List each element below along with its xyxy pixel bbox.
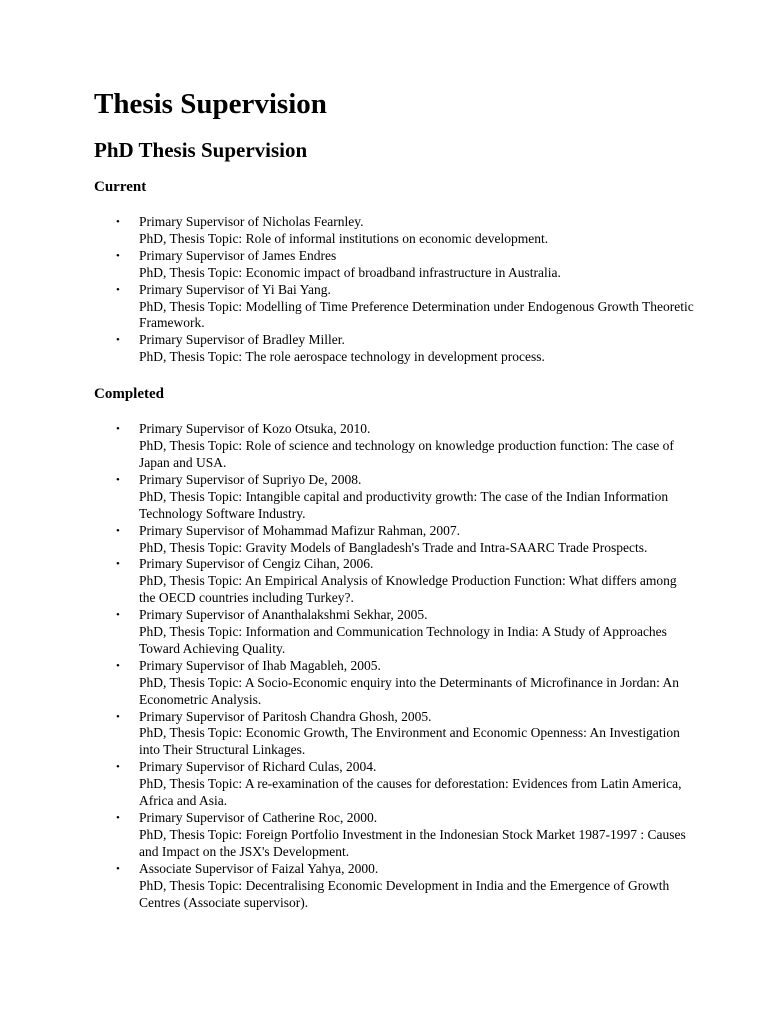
list-item	[94, 472, 694, 523]
list-item	[94, 332, 694, 366]
bullet-icon: •	[116, 334, 120, 347]
bullet-icon: •	[116, 710, 120, 723]
bullet-icon: •	[116, 473, 120, 486]
bullet-icon: •	[116, 812, 120, 824]
section-heading-completed: Completed	[94, 386, 164, 403]
supervisor-line: Primary Supervisor of James Endres	[139, 247, 337, 263]
list-item	[94, 658, 694, 709]
supervisor-line: Associate Supervisor of Faizal Yahya, 2000.	[139, 860, 379, 876]
supervisor-line: Primary Supervisor of Catherine Roc, 2000.	[139, 810, 378, 825]
supervisor-line: Primary Supervisor of Ananthalakshmi Sekhar, 2005.	[139, 607, 428, 623]
thesis-topic: PhD, Thesis Topic: The role aerospace technology in development process.	[139, 349, 545, 365]
supervisor-line: Primary Supervisor of Ihab Magableh, 2005.	[139, 657, 381, 673]
list-item	[94, 214, 694, 248]
thesis-topic: PhD, Thesis Topic: Gravity Models of Bangladesh's Trade and Intra-SAARC Trade Prospects.	[139, 539, 648, 555]
bullet-icon: •	[116, 249, 120, 262]
list-item	[94, 861, 694, 912]
completed-supervision-list	[94, 421, 694, 911]
bullet-icon: •	[116, 216, 120, 228]
list-item	[94, 282, 694, 333]
current-supervision-list	[94, 214, 694, 366]
thesis-topic: PhD, Thesis Topic: Modelling of Time Preference Determination under Endogenous Growth Theoretic Framework.	[139, 298, 694, 331]
page-title: Thesis Supervision	[94, 88, 327, 120]
thesis-topic: PhD, Thesis Topic: Economic Growth, The Environment and Economic Openness: An Investigation into Their Structural Linkages.	[139, 725, 680, 758]
list-item	[94, 810, 694, 861]
bullet-icon: •	[116, 558, 120, 571]
list-item	[94, 523, 694, 557]
thesis-topic: PhD, Thesis Topic: A Socio-Economic enquiry into the Determinants of Microfinance in Jordan: An Econometric Analysis.	[139, 674, 679, 707]
thesis-topic: PhD, Thesis Topic: Role of science and technology on knowledge production function: The case of Japan and USA.	[139, 438, 674, 470]
bullet-icon: •	[116, 524, 120, 537]
supervisor-line: Primary Supervisor of Supriyo De, 2008.	[139, 471, 362, 487]
thesis-topic: PhD, Thesis Topic: Foreign Portfolio Investment in the Indonesian Stock Market 1987-1997 : Causes and Impact on the JSX's Development.	[139, 826, 686, 859]
supervisor-line: Primary Supervisor of Richard Culas, 2004.	[139, 759, 377, 775]
supervisor-line: Primary Supervisor of Kozo Otsuka, 2010.	[139, 421, 371, 437]
supervisor-line: Primary Supervisor of Mohammad Mafizur Rahman, 2007.	[139, 522, 460, 538]
supervisor-line: Primary Supervisor of Yi Bai Yang.	[139, 281, 331, 297]
list-item	[94, 421, 694, 472]
list-item	[94, 248, 694, 282]
supervisor-line: Primary Supervisor of Cengiz Cihan, 2006.	[139, 556, 374, 572]
thesis-topic: PhD, Thesis Topic: An Empirical Analysis of Knowledge Production Function: What differs among the OECD countries including Turkey?.	[139, 573, 677, 606]
supervisor-line: Primary Supervisor of Nicholas Fearnley.	[139, 214, 364, 229]
bullet-icon: •	[116, 761, 120, 774]
document-page	[94, 82, 694, 911]
section-heading-current: Current	[94, 179, 147, 195]
bullet-icon: •	[116, 862, 120, 875]
list-item	[94, 556, 694, 607]
list-item	[94, 759, 694, 810]
thesis-topic: PhD, Thesis Topic: Information and Communication Technology in India: A Study of Approaches Toward Achieving Quality.	[139, 624, 667, 656]
bullet-icon: •	[116, 609, 120, 622]
thesis-topic: PhD, Thesis Topic: A re-examination of the causes for deforestation: Evidences from Latin America, Africa and Asia.	[139, 776, 682, 809]
list-item	[94, 709, 694, 760]
thesis-topic: PhD, Thesis Topic: Role of informal institutions on economic development.	[139, 230, 549, 246]
thesis-topic: PhD, Thesis Topic: Decentralising Economic Development in India and the Emergence of Growth Centres (Associate supervisor).	[139, 877, 670, 910]
bullet-icon: •	[116, 659, 120, 672]
page-subtitle: PhD Thesis Supervision	[94, 138, 308, 162]
thesis-topic: PhD, Thesis Topic: Economic impact of broadband infrastructure in Australia.	[139, 264, 561, 280]
thesis-topic: PhD, Thesis Topic: Intangible capital and productivity growth: The case of the Indian Information Technology Software Industry.	[139, 488, 669, 521]
supervisor-line: Primary Supervisor of Paritosh Chandra Ghosh, 2005.	[139, 708, 432, 724]
bullet-icon: •	[116, 283, 120, 296]
supervisor-line: Primary Supervisor of Bradley Miller.	[139, 332, 345, 348]
list-item	[94, 607, 694, 658]
bullet-icon: •	[116, 423, 120, 436]
